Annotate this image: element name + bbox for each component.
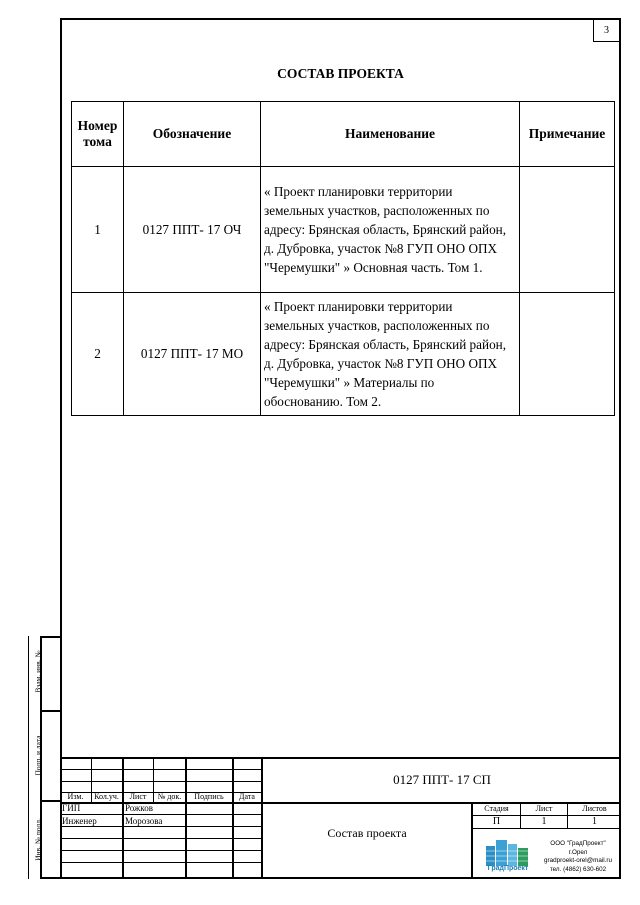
orig-inv-label: Инв. № подл.	[33, 818, 43, 861]
org-email: gradproekt-orel@mail.ru	[544, 857, 612, 864]
strip-divider	[40, 710, 60, 712]
col-header-izm: Изм.	[67, 792, 84, 801]
name-gip: Рожков	[125, 803, 153, 813]
strip-divider	[40, 800, 60, 802]
header-note: Примечание	[520, 102, 615, 167]
logo-wordmark: ГрадПроект	[487, 865, 529, 872]
name-engineer: Морозова	[125, 816, 163, 826]
org-phone: тел. (4862) 630-602	[549, 865, 607, 873]
title-block	[60, 757, 621, 879]
designation: 0127 ППТ- 17 МО	[124, 293, 261, 416]
page-number: 3	[593, 20, 619, 42]
table-header-row	[72, 102, 615, 167]
project-composition-table	[71, 101, 615, 416]
volume-name: « Проект планировки территории земельных участков, расположенных по адресу: Брянская область, Брянский район, д. Дубровка, участок №8 ГУП ОНО ОПХ "Черемушки" » Основная часть. Том 1.	[261, 167, 520, 293]
sheets-label: Листов	[582, 804, 607, 813]
table-row	[72, 293, 615, 416]
col-header-kol: Кол.уч.	[94, 792, 119, 801]
volume-number: 1	[72, 167, 124, 293]
sign-date-label: Подп. и дата	[33, 735, 43, 776]
org-city: г.Орел	[568, 848, 588, 856]
sheets-value: 1	[592, 816, 597, 827]
document-code: 0127 ППТ- 17 СП	[393, 772, 491, 787]
table-row	[72, 167, 615, 293]
note	[520, 293, 615, 416]
header-volume-number: Номер тома	[72, 102, 124, 167]
org-name: ООО "ГрадПроект"	[550, 840, 606, 847]
sheet-value: 1	[541, 816, 547, 827]
col-header-date: Дата	[239, 792, 255, 801]
strip-inner-line	[28, 636, 29, 879]
volume-number: 2	[72, 293, 124, 416]
col-header-list: Лист	[129, 792, 147, 801]
col-header-doc: № док.	[157, 792, 182, 801]
sheet-label: Лист	[535, 804, 553, 813]
designation: 0127 ППТ- 17 ОЧ	[124, 167, 261, 293]
page-title: СОСТАВ ПРОЕКТА	[277, 66, 404, 81]
col-header-sign: Подпись	[194, 792, 224, 801]
role-engineer: Инженер	[62, 816, 97, 826]
header-designation: Обозначение	[124, 102, 261, 167]
replace-inv-label: Взам. инв. №	[33, 650, 43, 693]
header-name: Наименование	[261, 102, 520, 167]
role-gip: ГИП	[62, 803, 81, 813]
stage-value: П	[492, 816, 501, 827]
note	[520, 167, 615, 293]
volume-name: « Проект планировки территории земельных участков, расположенных по адресу: Брянская область, Брянский район, д. Дубровка, участок №8 ГУП ОНО ОПХ "Черемушки" » Материалы по обоснованию. Том 2.	[261, 293, 520, 416]
document-title: Состав проекта	[327, 826, 407, 840]
gradproekt-logo	[482, 836, 534, 874]
stage-label: Стадия	[484, 804, 509, 813]
binding-strip	[40, 636, 60, 879]
